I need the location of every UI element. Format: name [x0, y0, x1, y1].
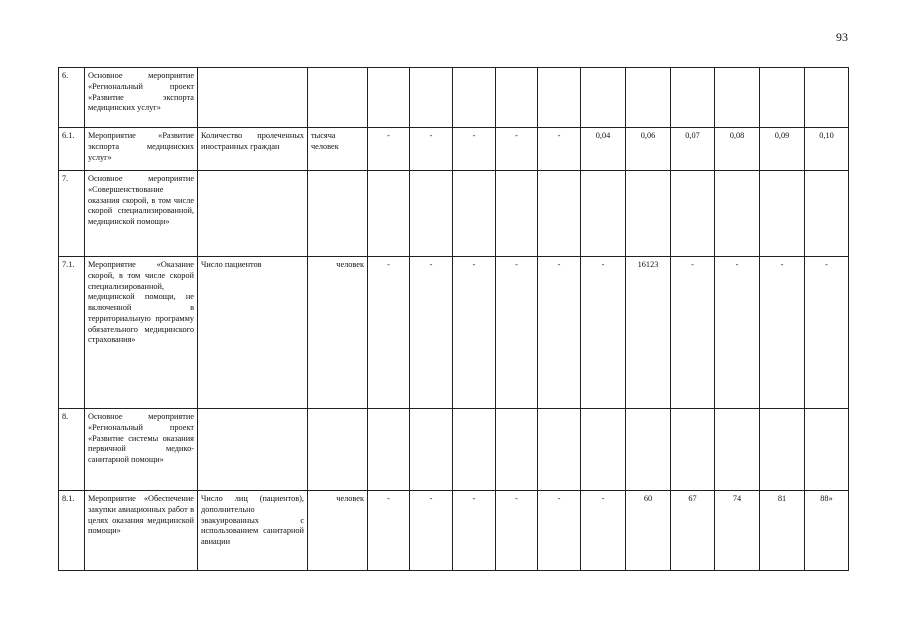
table-row — [59, 491, 849, 571]
year-value-cell: - — [368, 128, 410, 171]
year-value-cell — [581, 409, 626, 491]
year-value-cell — [496, 171, 538, 257]
year-value-cell: - — [410, 491, 453, 571]
year-value-cell — [496, 409, 538, 491]
year-value-cell: - — [581, 257, 626, 409]
year-value-cell — [368, 171, 410, 257]
indicator-cell: Количество пролеченных иностранных граждан — [198, 128, 308, 171]
year-value-cell — [368, 68, 410, 128]
year-value-cell — [671, 171, 715, 257]
year-value-cell — [805, 409, 849, 491]
year-value-cell — [368, 409, 410, 491]
indicator-cell: Число лиц (пациентов), дополнительно эвакуированных с использованием санитарной авиации — [198, 491, 308, 571]
year-value-cell: - — [805, 257, 849, 409]
row-number-cell: 6. — [59, 68, 85, 128]
year-value-cell: - — [410, 128, 453, 171]
year-value-cell — [671, 68, 715, 128]
year-value-cell — [538, 409, 581, 491]
year-value-cell: 88» — [805, 491, 849, 571]
year-value-cell — [626, 68, 671, 128]
year-value-cell — [805, 171, 849, 257]
indicator-cell — [198, 171, 308, 257]
activity-name-cell: Основное мероприятие «Совершенствование оказания скорой, в том числе скорой специализированной, медицинской помощи» — [85, 171, 198, 257]
unit-cell: человек — [308, 491, 368, 571]
year-value-cell: 0,04 — [581, 128, 626, 171]
indicators-table — [58, 67, 849, 571]
year-value-cell — [581, 171, 626, 257]
year-value-cell: - — [581, 491, 626, 571]
table-row — [59, 68, 849, 128]
year-value-cell: - — [538, 491, 581, 571]
year-value-cell: 0,07 — [671, 128, 715, 171]
year-value-cell: 0,10 — [805, 128, 849, 171]
year-value-cell: - — [496, 128, 538, 171]
year-value-cell: - — [496, 257, 538, 409]
activity-name-cell: Основное мероприятие «Региональный проект «Развитие системы оказания первичной медико-санитарной помощи» — [85, 409, 198, 491]
unit-cell: тысяча человек — [308, 128, 368, 171]
year-value-cell: - — [671, 257, 715, 409]
year-value-cell: - — [496, 491, 538, 571]
year-value-cell: - — [538, 128, 581, 171]
year-value-cell: - — [538, 257, 581, 409]
year-value-cell — [715, 171, 760, 257]
year-value-cell — [538, 68, 581, 128]
year-value-cell: 60 — [626, 491, 671, 571]
table-row — [59, 409, 849, 491]
unit-cell — [308, 409, 368, 491]
year-value-cell — [410, 171, 453, 257]
activity-name-cell: Мероприятие «Оказание скорой, в том числе скорой специализированной, медицинской помощи, не включенной в территориальную программу обязательного медицинского страхования» — [85, 257, 198, 409]
year-value-cell: 0,06 — [626, 128, 671, 171]
year-value-cell — [760, 68, 805, 128]
year-value-cell — [538, 171, 581, 257]
row-number-cell: 7. — [59, 171, 85, 257]
table-row — [59, 171, 849, 257]
year-value-cell: - — [368, 257, 410, 409]
indicator-cell — [198, 68, 308, 128]
year-value-cell — [805, 68, 849, 128]
activity-name-cell: Мероприятие «Развитие экспорта медицинских услуг» — [85, 128, 198, 171]
unit-cell — [308, 68, 368, 128]
row-number-cell: 8.1. — [59, 491, 85, 571]
year-value-cell — [453, 68, 496, 128]
year-value-cell: 16123 — [626, 257, 671, 409]
indicator-cell — [198, 409, 308, 491]
year-value-cell — [760, 171, 805, 257]
year-value-cell: 81 — [760, 491, 805, 571]
year-value-cell — [626, 171, 671, 257]
year-value-cell — [626, 409, 671, 491]
row-number-cell: 8. — [59, 409, 85, 491]
indicator-cell: Число пациентов — [198, 257, 308, 409]
year-value-cell — [581, 68, 626, 128]
year-value-cell: - — [453, 257, 496, 409]
year-value-cell: - — [453, 491, 496, 571]
year-value-cell — [453, 171, 496, 257]
year-value-cell: - — [760, 257, 805, 409]
year-value-cell — [671, 409, 715, 491]
year-value-cell: - — [715, 257, 760, 409]
unit-cell — [308, 171, 368, 257]
row-number-cell: 7.1. — [59, 257, 85, 409]
year-value-cell — [453, 409, 496, 491]
year-value-cell — [410, 409, 453, 491]
table-row — [59, 257, 849, 409]
year-value-cell: - — [368, 491, 410, 571]
year-value-cell — [760, 409, 805, 491]
activity-name-cell: Мероприятие «Обеспечение закупки авиационных работ в целях оказания медицинской помощи» — [85, 491, 198, 571]
year-value-cell: 74 — [715, 491, 760, 571]
activity-name-cell: Основное мероприятие «Региональный проект «Развитие экспорта медицинских услуг» — [85, 68, 198, 128]
table-row — [59, 128, 849, 171]
unit-cell: человек — [308, 257, 368, 409]
year-value-cell: - — [453, 128, 496, 171]
year-value-cell — [715, 68, 760, 128]
page-number: 93 — [836, 30, 848, 44]
year-value-cell — [496, 68, 538, 128]
year-value-cell: - — [410, 257, 453, 409]
row-number-cell: 6.1. — [59, 128, 85, 171]
year-value-cell — [715, 409, 760, 491]
year-value-cell: 0,09 — [760, 128, 805, 171]
year-value-cell: 0,08 — [715, 128, 760, 171]
year-value-cell — [410, 68, 453, 128]
year-value-cell: 67 — [671, 491, 715, 571]
table-body — [59, 68, 849, 571]
